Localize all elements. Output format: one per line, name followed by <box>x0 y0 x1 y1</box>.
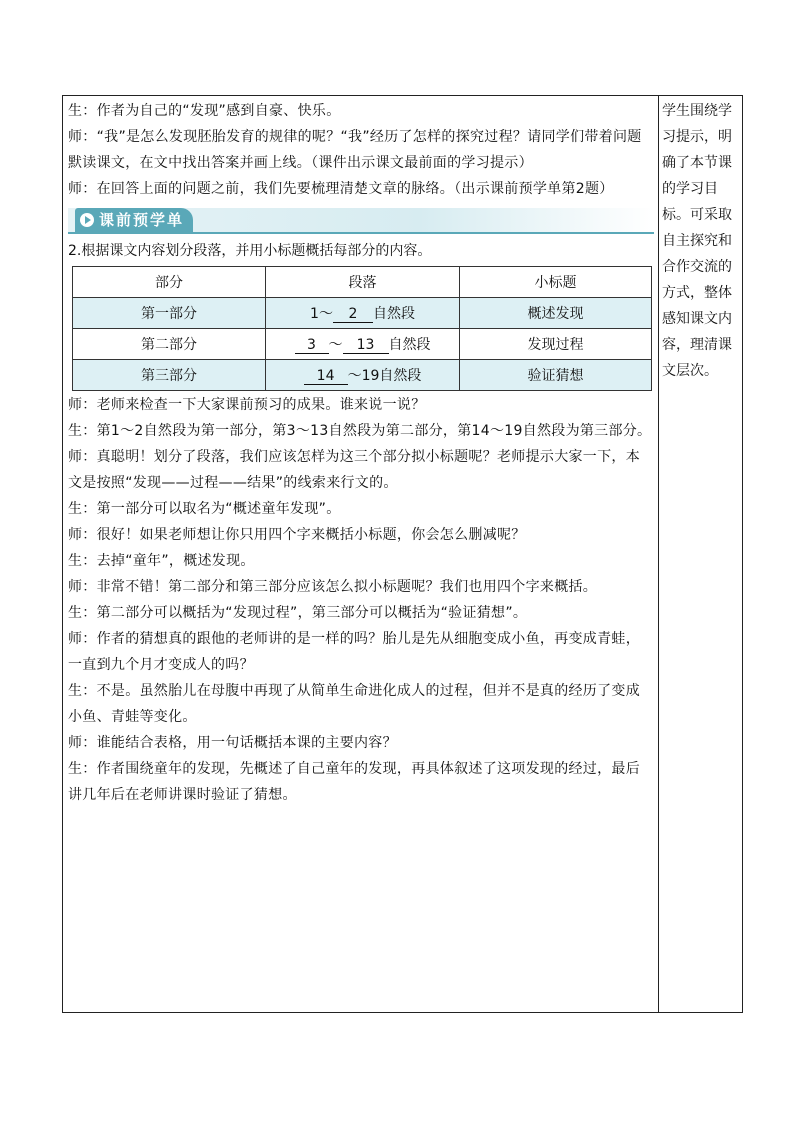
cell-paragraph: 14 ～19自然段 <box>266 360 460 391</box>
dialogue-line: 师：很好！如果老师想让你只用四个字来概括小标题，你会怎么删减呢？ <box>68 527 526 543</box>
header-part: 部分 <box>73 267 266 298</box>
dialogue-line: 生：不是。虽然胎儿在母腹中再现了从简单生命进化成人的过程，但并不是真的经历了变成小鱼、青蛙等变化。 <box>68 683 640 725</box>
teaching-note: 学生围绕学习提示，明确了本节课的学习目标。可采取自主探究和合作交流的方式，整体感知课文内容，理清课文层次。 <box>662 103 732 379</box>
instruction-text: 2.根据课文内容划分段落，并用小标题概括每部分的内容。 <box>68 243 432 259</box>
cell-part: 第三部分 <box>73 360 266 391</box>
banner-tab <box>75 208 193 232</box>
column-divider <box>658 96 659 1012</box>
table-row <box>73 329 652 360</box>
dialogue-line: 师：老师来检查一下大家课前预习的成果。谁来说一说？ <box>68 397 426 413</box>
dialogue-line: 师：非常不错！第二部分和第三部分应该怎么拟小标题呢？我们也用四个字来概括。 <box>68 579 598 595</box>
dialogue-line: 师：谁能结合表格，用一句话概括本课的主要内容？ <box>68 735 397 751</box>
header-paragraph: 段落 <box>266 267 460 298</box>
cell-part: 第二部分 <box>73 329 266 360</box>
table-row <box>73 298 652 329</box>
banner-label: 课前预学单 <box>99 211 185 229</box>
dialogue-line: 师：“我”是怎么发现胚胎发育的规律的呢？“我”经历了怎样的探究过程？请同学们带着问题默读课文，在文中找出答案并画上线。（课件出示课文最前面的学习提示） <box>68 129 642 171</box>
dialogue-line: 生：去掉“童年”，概述发现。 <box>68 553 255 569</box>
dialogue-column <box>68 98 654 808</box>
blank-answer: 2 <box>333 306 373 323</box>
dialogue-line: 师：真聪明！划分了段落，我们应该怎样为这三个部分拟小标题呢？老师提示大家一下，本文是按照“发现——过程——结果”的线索来行文的。 <box>68 449 640 491</box>
dialogue-line: 师：在回答上面的问题之前，我们先要梳理清楚文章的脉络。（出示课前预学单第2题） <box>68 181 614 197</box>
play-icon <box>80 213 94 227</box>
section-table <box>72 266 652 391</box>
blank-answer: 3 <box>295 337 329 354</box>
preview-sheet-banner <box>68 208 654 232</box>
cell-subtitle: 发现过程 <box>460 329 652 360</box>
lesson-table <box>62 95 743 1013</box>
dialogue-line: 生：作者为自己的“发现”感到自豪、快乐。 <box>68 103 341 119</box>
cell-paragraph: 1～ 2 自然段 <box>266 298 460 329</box>
table-header-row <box>73 267 652 298</box>
header-subtitle: 小标题 <box>460 267 652 298</box>
dialogue-line: 生：第二部分可以概括为“发现过程”，第三部分可以概括为“验证猜想”。 <box>68 605 528 621</box>
blank-answer: 14 <box>304 368 348 385</box>
dialogue-line: 生：第一部分可以取名为“概述童年发现”。 <box>68 501 341 517</box>
blank-answer: 13 <box>343 337 389 354</box>
cell-subtitle: 概述发现 <box>460 298 652 329</box>
banner-underline <box>68 232 654 234</box>
dialogue-line: 生：第1～2自然段为第一部分，第3～13自然段为第二部分，第14～19自然段为第三部分。 <box>68 423 652 439</box>
cell-part: 第一部分 <box>73 298 266 329</box>
dialogue-line: 生：作者围绕童年的发现，先概述了自己童年的发现，再具体叙述了这项发现的经过，最后讲几年后在老师讲课时验证了猜想。 <box>68 761 640 803</box>
cell-subtitle: 验证猜想 <box>460 360 652 391</box>
cell-paragraph: 3 ～ 13 自然段 <box>266 329 460 360</box>
dialogue-line: 师：作者的猜想真的跟他的老师讲的是一样的吗？胎儿是先从细胞变成小鱼，再变成青蛙，一直到九个月才变成人的吗？ <box>68 631 640 673</box>
table-row <box>73 360 652 391</box>
